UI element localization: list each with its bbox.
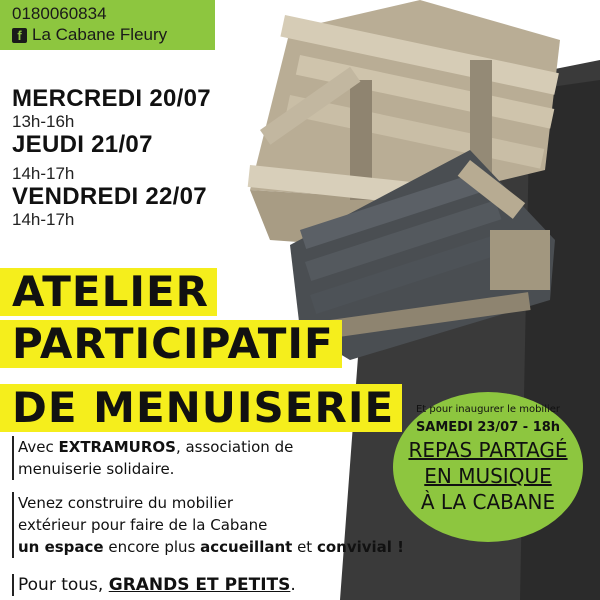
description-partner — [12, 436, 293, 480]
audience-highlight: GRANDS ET PETITS — [108, 575, 291, 595]
schedule-hours: 14h-17h — [12, 164, 75, 183]
title-line-2: PARTICIPATIF — [0, 320, 342, 368]
description-audience — [12, 574, 296, 596]
title-line-3: DE MENUISERIE — [0, 384, 402, 432]
event-line-1 — [393, 438, 583, 462]
schedule-day: VENDREDI 22/07 — [12, 183, 207, 210]
event-line-1-text: REPAS PARTAGÉ — [408, 438, 568, 462]
text-span: Pour tous, — [18, 575, 109, 595]
facebook-icon: f — [12, 28, 27, 43]
description-invite — [12, 492, 404, 558]
text-span: . — [290, 575, 296, 595]
event-intro: Et pour inaugurer le mobilier — [415, 404, 561, 415]
text-span: et — [292, 538, 317, 556]
text-span: , association de — [175, 438, 294, 456]
phone-number: 0180060834 — [12, 4, 107, 23]
event-circle — [393, 392, 583, 542]
text-span: encore plus — [103, 538, 201, 556]
partner-name: EXTRAMUROS — [58, 438, 176, 456]
text-bold: un espace — [18, 538, 104, 556]
text-bold: convivial ! — [316, 538, 405, 556]
facebook-page-name: La Cabane Fleury — [32, 25, 168, 44]
schedule-hours: 13h-16h — [12, 112, 75, 131]
schedule-day: JEUDI 21/07 — [12, 131, 153, 158]
text-span: menuiserie solidaire. — [18, 460, 175, 478]
facebook-link[interactable] — [12, 24, 215, 46]
schedule-day: MERCREDI 20/07 — [12, 85, 211, 112]
event-line-2 — [393, 464, 583, 488]
text-span: extérieur pour faire de la Cabane — [18, 516, 268, 534]
schedule-hours: 14h-17h — [12, 210, 75, 229]
event-line-3: À LA CABANE — [420, 490, 556, 514]
text-span: Avec — [18, 438, 59, 456]
schedule — [12, 86, 211, 230]
text-span: Venez construire du mobilier — [18, 494, 234, 512]
event-line-2-text: EN MUSIQUE — [424, 464, 552, 488]
title-line-1: ATELIER — [0, 268, 217, 316]
text-bold: accueillant — [200, 538, 293, 556]
contact-box — [0, 0, 215, 50]
event-date-time: SAMEDI 23/07 - 18h — [415, 420, 561, 435]
